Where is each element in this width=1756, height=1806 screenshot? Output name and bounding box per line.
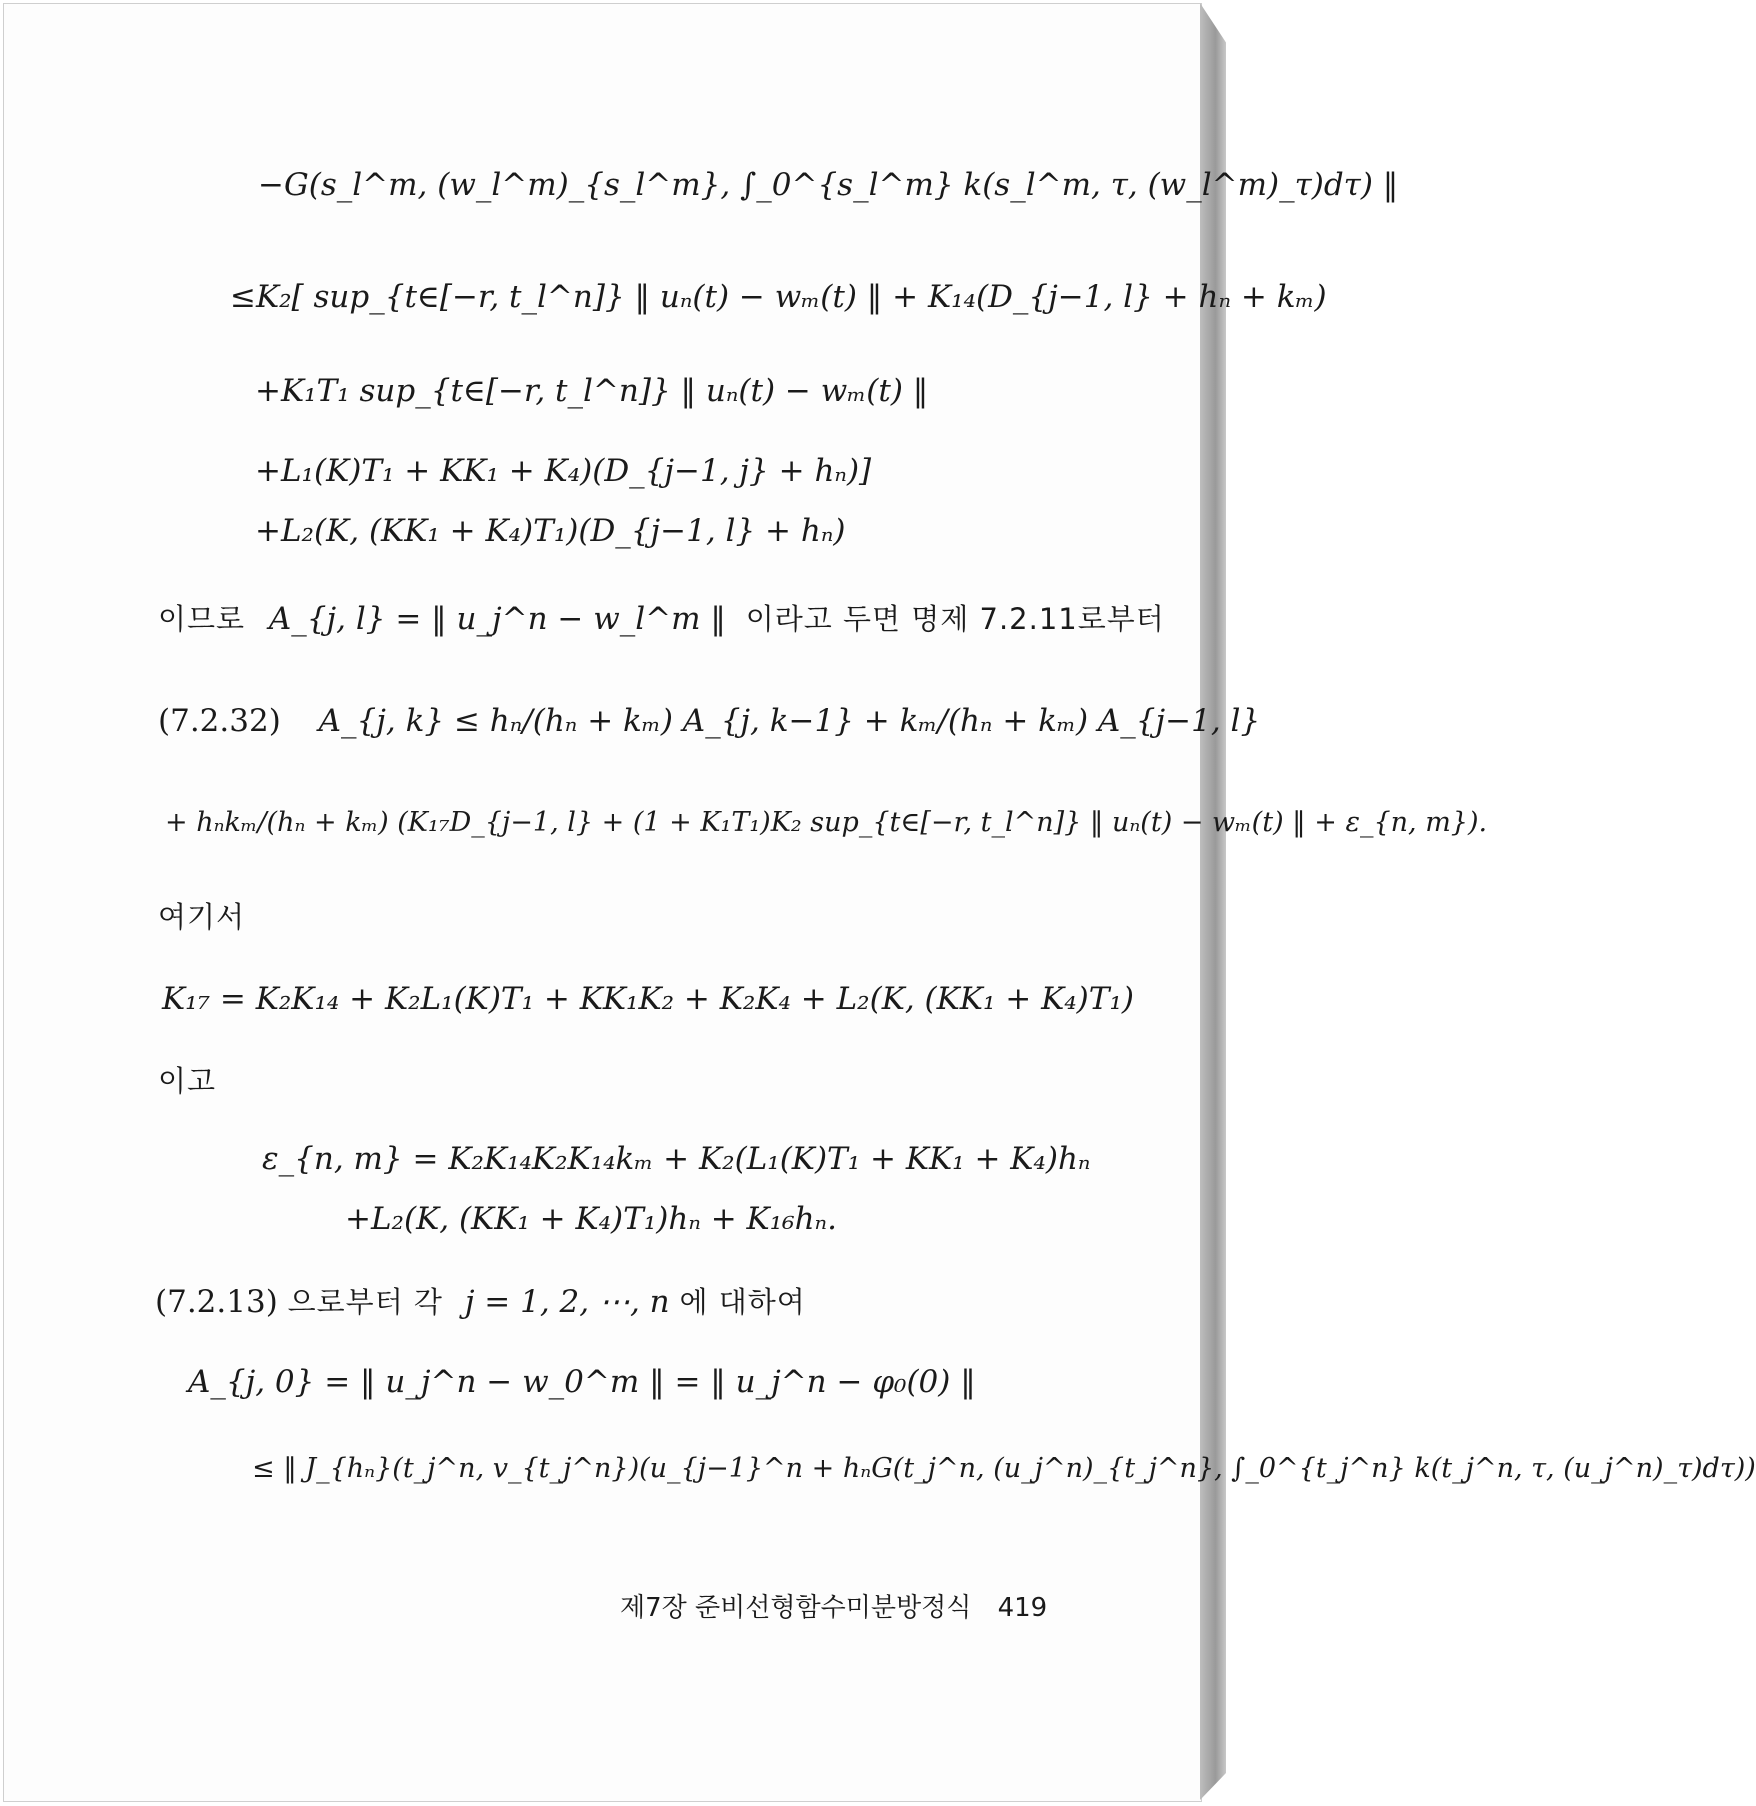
equation-reference: (7.2.13): [155, 1284, 278, 1320]
equation-7-2-32: [158, 702, 1260, 740]
equation-line-15: A_{j, 0} = ‖ u_j^n − w_0^m ‖ = ‖ u_j^n − φ₀(0) ‖: [188, 1364, 976, 1400]
inline-math: A_{j, l} = ‖ u_j^n − w_l^m ‖: [268, 601, 726, 637]
korean-text: 으로부터 각: [287, 1285, 443, 1319]
equation-line-5: +L₂(K, (KK₁ + K₄)T₁)(D_{j−1, l} + hₙ): [255, 513, 846, 549]
page-edge-shadow: [1200, 3, 1226, 1800]
equation-line-8: + hₙkₘ/(hₙ + kₘ) (K₁₇D_{j−1, l} + (1 + K₁T₁)K₂ sup_{t∈[−r, t_l^n]} ‖ uₙ(t) − wₘ(t) ‖ + ε_{n, m}).: [165, 807, 1488, 838]
equation-epsilon-line-2: +L₂(K, (KK₁ + K₄)T₁)hₙ + K₁₆hₙ.: [345, 1201, 837, 1237]
equation-number: (7.2.32): [158, 703, 281, 739]
equation-line-2: ≤K₂[ sup_{t∈[−r, t_l^n]} ‖ uₙ(t) − wₘ(t) ‖ + K₁₄(D_{j−1, l} + hₙ + kₘ): [230, 279, 1327, 315]
korean-text: 에 대하여: [679, 1285, 806, 1319]
equation-k17: K₁₇ = K₂K₁₄ + K₂L₁(K)T₁ + KK₁K₂ + K₂K₄ + L₂(K, (KK₁ + K₄)T₁): [162, 981, 1134, 1017]
equation-line-1: −G(s_l^m, (w_l^m)_{s_l^m}, ∫_0^{s_l^m} k(s_l^m, τ, (w_l^m)_τ)dτ) ‖: [258, 167, 1399, 203]
text-line-6: [158, 600, 1165, 638]
text-line-14: [155, 1283, 806, 1321]
inline-math: j = 1, 2, ⋯, n: [464, 1284, 670, 1320]
equation-line-16: ≤ ‖ J_{hₙ}(t_j^n, v_{t_j^n})(u_{j−1}^n + hₙG(t_j^n, (u_j^n)_{t_j^n}, ∫_0^{t_j^n} k(t_j^n, τ, (u_j^n)_τ)dτ)): [252, 1453, 1756, 1484]
equation-line-3: +K₁T₁ sup_{t∈[−r, t_l^n]} ‖ uₙ(t) − wₘ(t) ‖: [255, 373, 929, 409]
chapter-title: 제7장 준비선형함수미분방정식: [620, 1593, 972, 1623]
page-footer: [620, 1587, 1047, 1624]
equation-line-4: +L₁(K)T₁ + KK₁ + K₄)(D_{j−1, j} + hₙ)]: [255, 453, 872, 489]
text-line-11: 이고: [158, 1064, 217, 1098]
text-line-9: 여기서: [158, 900, 246, 934]
equation-body: A_{j, k} ≤ hₙ/(hₙ + kₘ) A_{j, k−1} + kₘ/(hₙ + kₘ) A_{j−1, l}: [318, 703, 1261, 739]
korean-text: 이므로: [158, 602, 246, 636]
equation-epsilon-line-1: ε_{n, m} = K₂K₁₄K₂K₁₄kₘ + K₂(L₁(K)T₁ + KK₁ + K₄)hₙ: [262, 1141, 1091, 1177]
page-number: 419: [997, 1593, 1048, 1623]
korean-text: 이라고 두면 명제 7.2.11로부터: [745, 602, 1165, 636]
